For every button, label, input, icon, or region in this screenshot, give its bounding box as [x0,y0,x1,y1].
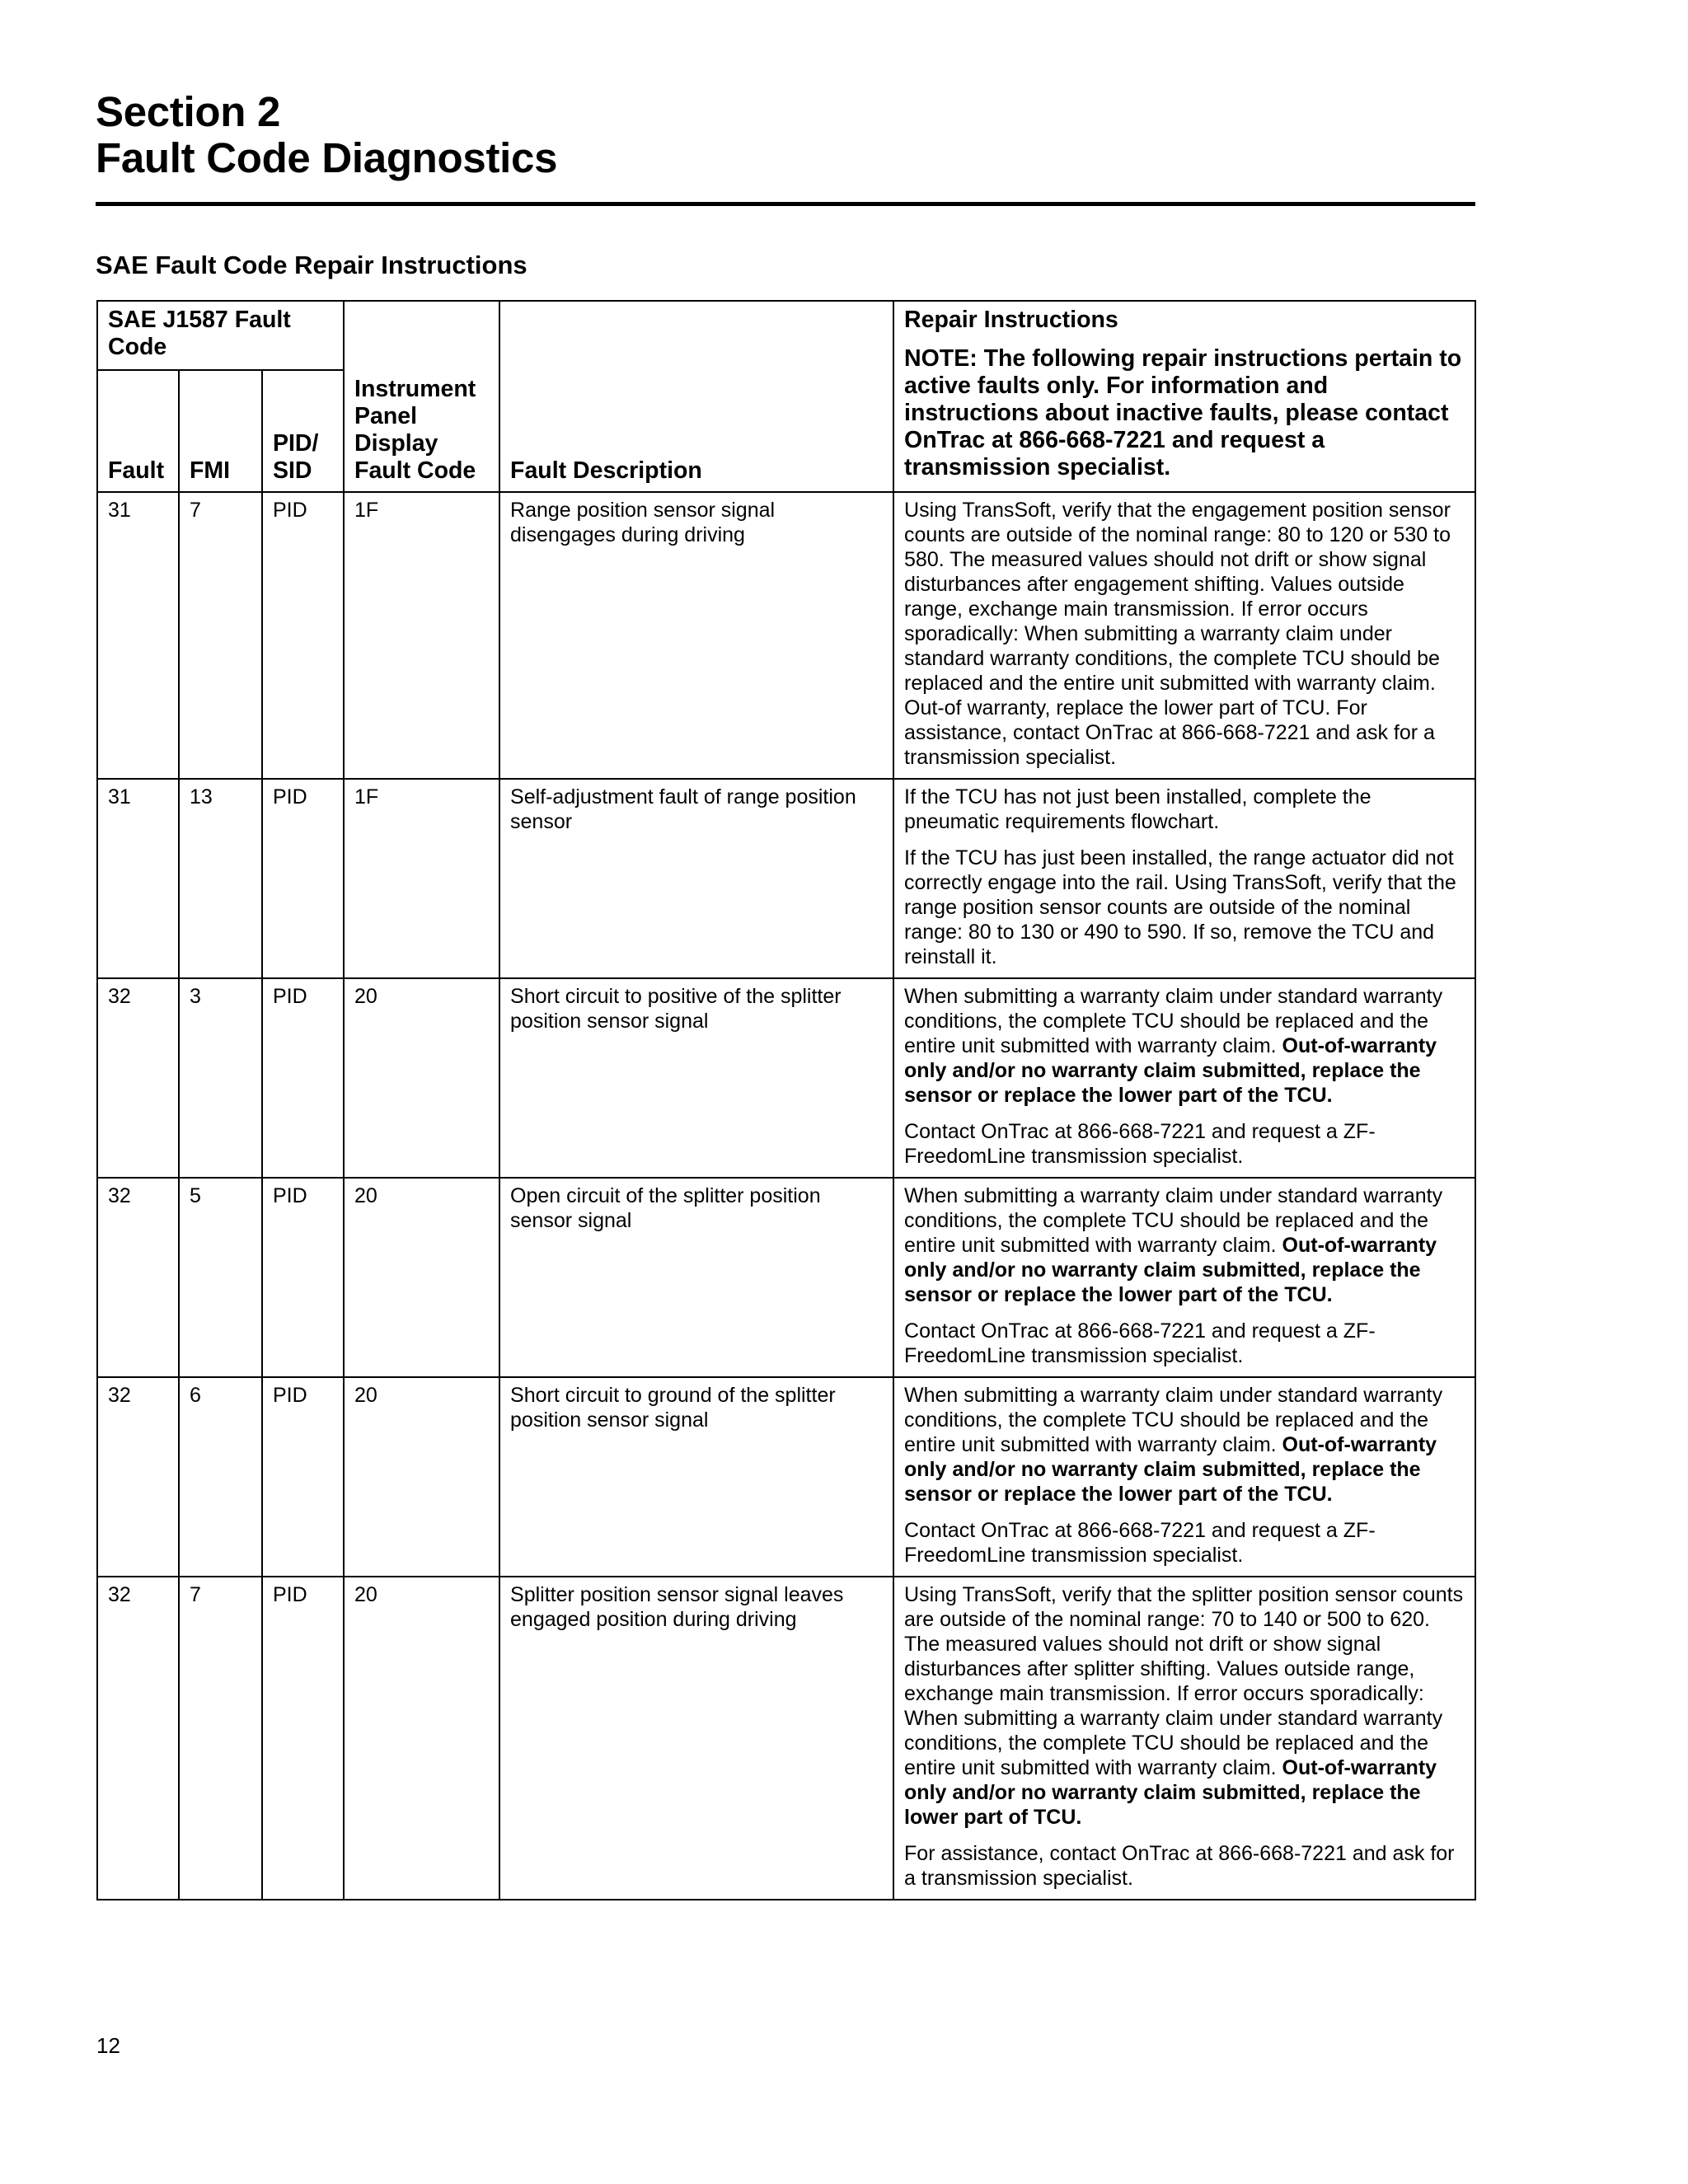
repair-paragraph [904,1582,1465,1830]
pid-sid-cell: PID [262,978,344,1178]
fault-description-cell: Open circuit of the splitter position sensor signal [499,1178,893,1377]
repair-text: Contact OnTrac at 866-668-7221 and request a ZF-FreedomLine transmission specialist. [904,1120,1376,1168]
header-instrument-panel-code: Instrument Panel Display Fault Code [344,301,499,492]
fmi-cell: 7 [179,492,262,779]
repair-emphasis: Out-of-warranty only and/or no warranty claim submitted, replace the lower part of TCU. [904,1756,1437,1829]
repair-instructions-cell [893,978,1475,1178]
pid-sid-cell: PID [262,492,344,779]
table-row [97,779,1475,978]
page-number: 12 [96,2033,120,2058]
fault-cell: 32 [97,978,179,1178]
pid-sid-cell: PID [262,1577,344,1900]
fault-code-table [96,300,1476,1900]
display-code-cell: 1F [344,779,499,978]
table-row [97,1178,1475,1377]
repair-instructions-cell [893,779,1475,978]
repair-instructions-cell [893,1178,1475,1377]
section-number: Section 2 [96,88,281,135]
repair-instructions-note: NOTE: The following repair instructions pertain to active faults only. For information and instructions about inactive faults, please contact OnTrac at 866-668-7221 and request a transmission specialist. [904,345,1462,480]
fmi-cell: 3 [179,978,262,1178]
fault-rows [97,492,1475,1900]
section-name: Fault Code Diagnostics [96,134,558,181]
repair-instructions-cell [893,492,1475,779]
repair-text: Using TransSoft, verify that the engagement position sensor counts are outside of the nominal range: 80 to 120 or 530 to 580. The measured values should not drift or show signal disturbances after engagement shifting. Values outside range, exchange main transmission. If error occurs sporadically: When submitting a warranty claim under standard warranty conditions, the complete TCU should be replaced and the entire unit submitted with warranty claim. Out-of warranty, replace the lower part of TCU. For assistance, contact OnTrac at 866-668-7221 and ask for a transmission specialist. [904,499,1451,769]
fault-description-cell: Splitter position sensor signal leaves engaged position during driving [499,1577,893,1900]
repair-emphasis: Out-of-warranty only and/or no warranty claim submitted, replace the sensor or replace the lower part of the TCU. [904,1234,1437,1306]
repair-paragraph [904,1183,1465,1307]
fmi-cell: 6 [179,1377,262,1577]
fault-cell: 31 [97,779,179,978]
fault-cell: 32 [97,1577,179,1900]
repair-paragraph [904,1383,1465,1507]
repair-text: If the TCU has just been installed, the range actuator did not correctly engage into the rail. Using TransSoft, verify that the range position sensor counts are outside of the nominal range: 80 to 130 or 490 to 590. If so, remove the TCU and reinstall it. [904,846,1456,968]
fmi-cell: 7 [179,1577,262,1900]
display-code-cell: 20 [344,978,499,1178]
display-code-cell: 1F [344,492,499,779]
table-heading: SAE Fault Code Repair Instructions [96,251,528,279]
header-rule [96,202,1475,206]
repair-paragraph [904,1319,1465,1368]
table-row [97,978,1475,1178]
display-code-cell: 20 [344,1178,499,1377]
repair-paragraph [904,1841,1465,1891]
repair-text: Contact OnTrac at 866-668-7221 and request a ZF-FreedomLine transmission specialist. [904,1319,1376,1367]
repair-instructions-cell [893,1577,1475,1900]
table-row [97,1377,1475,1577]
fault-cell: 32 [97,1178,179,1377]
header-pid-sid: PID/ SID [262,370,344,492]
repair-text: When submitting a warranty claim under standard warranty conditions, the complete TCU should be replaced and the entire unit submitted with warranty claim. [904,1384,1443,1456]
header-fault-description: Fault Description [499,301,893,492]
pid-sid-cell: PID [262,779,344,978]
repair-text: When submitting a warranty claim under standard warranty conditions, the complete TCU should be replaced and the entire unit submitted with warranty claim. [904,985,1443,1057]
display-code-cell: 20 [344,1577,499,1900]
fault-description-cell: Short circuit to ground of the splitter position sensor signal [499,1377,893,1577]
fault-description-cell: Short circuit to positive of the splitter position sensor signal [499,978,893,1178]
fault-description-cell: Self-adjustment fault of range position sensor [499,779,893,978]
repair-text: Using TransSoft, verify that the splitter position sensor counts are outside of the nominal range: 70 to 140 or 500 to 620. The measured values should not drift or show signal disturbances after splitter shifting. Values outside range, exchange main transmission. If error occurs sporadically: When submitting a warranty claim under standard warranty conditions, the complete TCU should be replaced and the entire unit submitted with warranty claim. [904,1583,1464,1779]
repair-text: If the TCU has not just been installed, complete the pneumatic requirements flowchart. [904,785,1372,833]
repair-paragraph [904,1518,1465,1568]
pid-sid-cell: PID [262,1178,344,1377]
repair-emphasis: Out-of-warranty only and/or no warranty claim submitted, replace the sensor or replace the lower part of the TCU. [904,1034,1437,1107]
header-repair-instructions [893,301,1475,492]
repair-paragraph [904,498,1465,770]
repair-text: Contact OnTrac at 866-668-7221 and request a ZF-FreedomLine transmission specialist. [904,1519,1376,1567]
repair-instructions-title: Repair Instructions [904,307,1118,333]
repair-paragraph [904,1119,1465,1169]
fmi-cell: 13 [179,779,262,978]
fault-cell: 31 [97,492,179,779]
header-fmi: FMI [179,370,262,492]
repair-instructions-cell [893,1377,1475,1577]
repair-emphasis: Out-of-warranty only and/or no warranty claim submitted, replace the sensor or replace the lower part of the TCU. [904,1433,1437,1506]
fmi-cell: 5 [179,1178,262,1377]
fault-description-cell: Range position sensor signal disengages during driving [499,492,893,779]
pid-sid-cell: PID [262,1377,344,1577]
repair-text: When submitting a warranty claim under standard warranty conditions, the complete TCU should be replaced and the entire unit submitted with warranty claim. [904,1184,1443,1257]
repair-text: For assistance, contact OnTrac at 866-668-7221 and ask for a transmission specialist. [904,1842,1455,1890]
table-row [97,492,1475,779]
section-title [96,89,557,181]
fault-cell: 32 [97,1377,179,1577]
header-fault: Fault [97,370,179,492]
display-code-cell: 20 [344,1377,499,1577]
repair-paragraph [904,785,1465,834]
repair-paragraph [904,984,1465,1108]
repair-paragraph [904,846,1465,969]
table-row [97,1577,1475,1900]
header-sae-j1587-fault-code: SAE J1587 Fault Code [97,301,344,370]
